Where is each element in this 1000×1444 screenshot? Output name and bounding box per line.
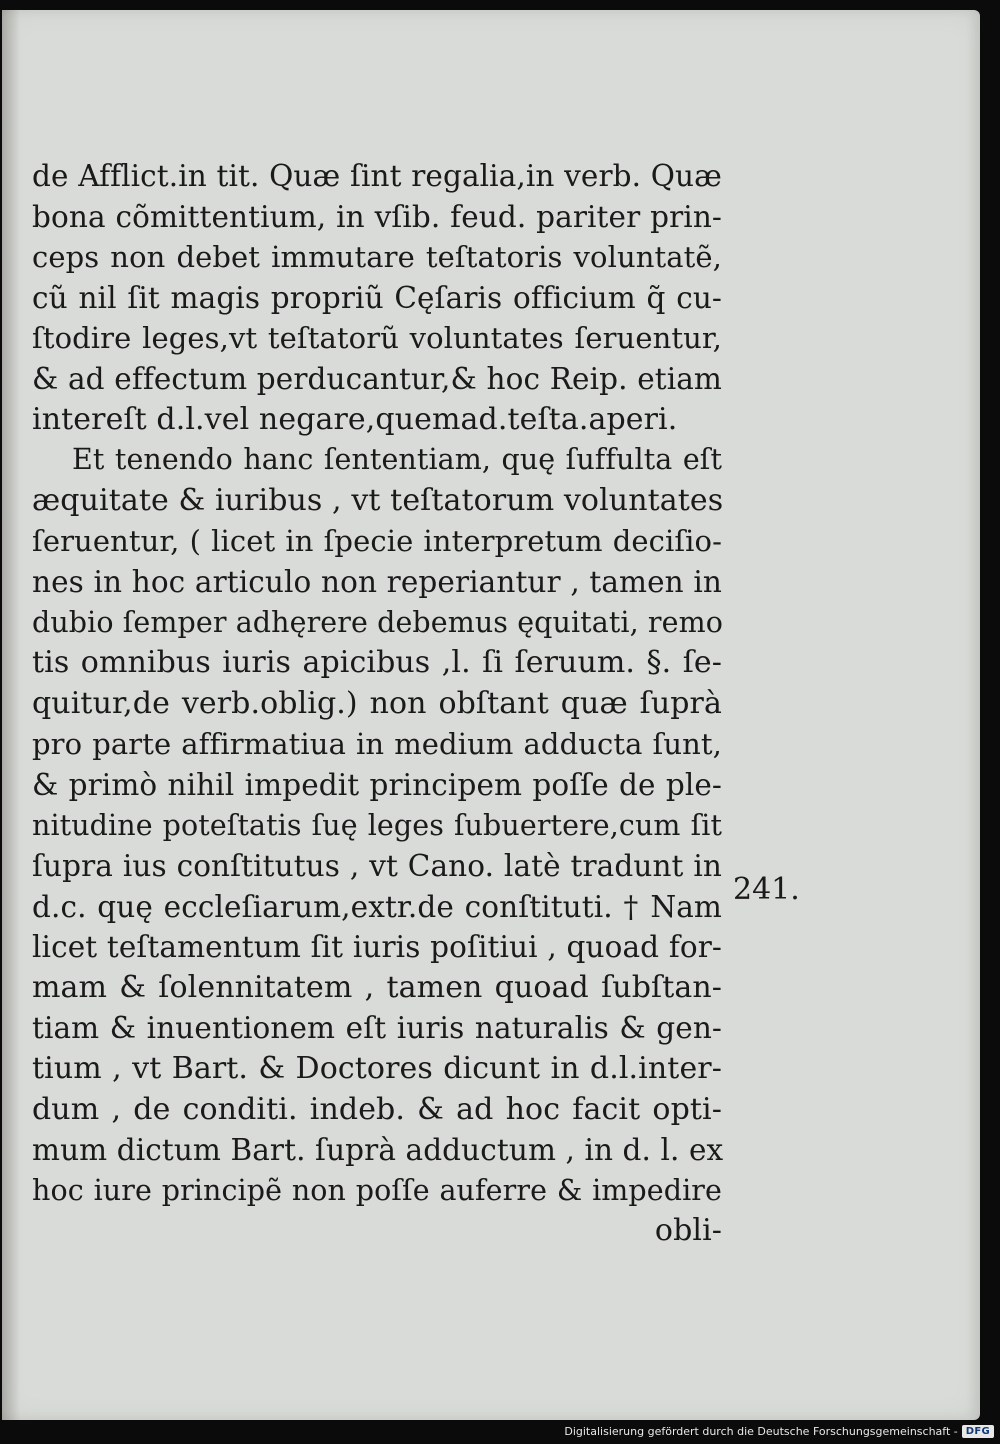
text-line: bona cõmittentium, in vſib. feud. pariter prin-: [32, 199, 722, 234]
text-line: licet teſtamentum ſit iuris poſitiui , quoad for-: [32, 930, 722, 965]
digitization-credit: [564, 1422, 994, 1440]
text-line: & ad effectum perducantur,& hoc Reip. etiam: [32, 361, 722, 396]
text-line: nes in hoc articulo non reperiantur , tamen in: [32, 564, 722, 599]
text-line: æquitate & iuribus , vt teſtatorum voluntates: [32, 482, 724, 518]
text-line: ceps non debet immutare teſtatoris voluntatẽ,: [32, 240, 722, 275]
text-line: tium , vt Bart. & Doctores dicunt in d.l.inter-: [32, 1051, 722, 1087]
text-line: mam & ſolennitatem , tamen quoad ſubſtan-: [32, 969, 722, 1005]
text-line: ſeruentur, ( licet in ſpecie interpretum deciſio-: [32, 524, 722, 559]
text-line: nitudine poteſtatis ſuę leges ſubuertere,cum ſit: [32, 808, 722, 842]
text-line: ſupra ius conſtitutus , vt Cano. latè tradunt in: [32, 849, 722, 884]
book-page: [2, 10, 980, 1420]
text-line: d.c. quę eccleſiarum,extr.de conſtituti. † Nam: [32, 889, 722, 924]
text-line: cũ nil ſit magis propriũ Cęſaris officium q̃ cu-: [32, 280, 722, 315]
text-line: tiam & inuentionem eſt iuris naturalis & gen-: [32, 1011, 722, 1046]
dfg-logo: DFG: [962, 1425, 994, 1438]
text-line: quitur,de verb.oblig.) non obſtant quæ ſuprà: [32, 685, 722, 721]
main-text-block: [32, 156, 722, 1252]
text-line: de Afflict.in tit. Quæ ſint regalia,in verb. Quæ: [32, 159, 722, 193]
text-line: tis omnibus iuris apicibus ,l. ſi ſeruum. §. ſe-: [32, 645, 722, 681]
marginal-number: 241.: [733, 872, 800, 907]
text-line: pro parte affirmatiua in medium adducta ſunt,: [32, 727, 722, 762]
text-line: mum dictum Bart. ſuprà adductum , in d. l. ex: [32, 1133, 724, 1168]
text-line: dum , de conditi. indeb. & ad hoc facit opti-: [32, 1091, 722, 1127]
text-line: hoc iure principẽ non poſſe auferre & impedire: [32, 1173, 722, 1207]
paragraph-start-line: Et tenendo hanc ſententiam, quę ſuffulta eſt: [72, 443, 722, 477]
text-line: dubio ſemper adhęrere debemus ęquitati, remo: [32, 605, 723, 639]
catchword: obli-: [654, 1213, 722, 1249]
text-line: ſtodire leges,vt teſtatorũ voluntates ſeruentur,: [32, 321, 722, 356]
text-line: & primò nihil impedit principem poſſe de ple-: [32, 767, 722, 802]
text-line: intereſt d.l.vel negare,quemad.teſta.aperi.: [32, 401, 678, 437]
credit-text: Digitalisierung gefördert durch die Deutsche Forschungsgemeinschaft -: [564, 1424, 958, 1438]
